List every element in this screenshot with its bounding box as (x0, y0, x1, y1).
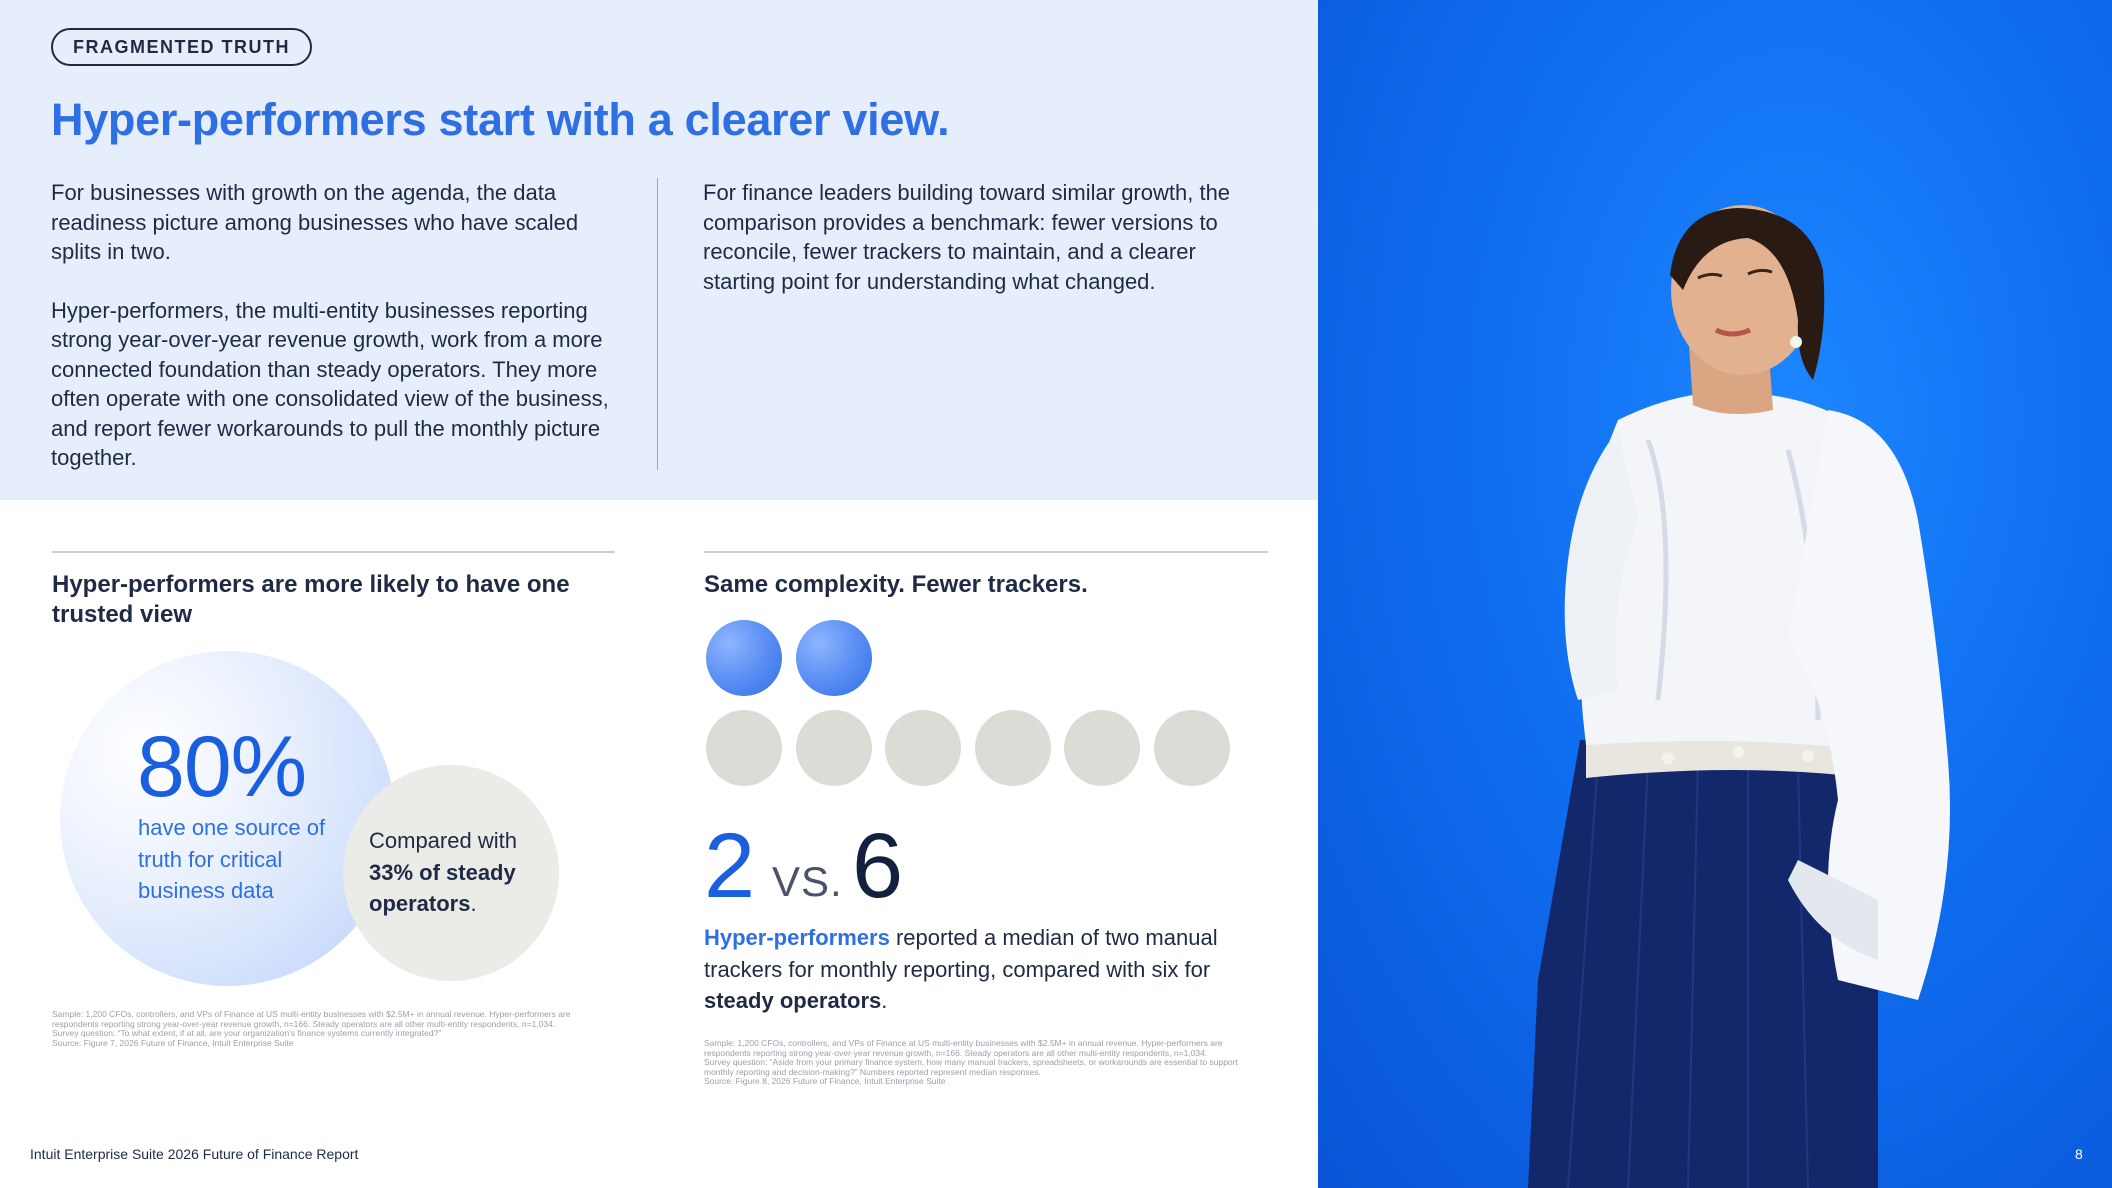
hero-photo (1318, 0, 2112, 1188)
percent-description: have one source of truth for critical business data (138, 815, 326, 903)
steady-tracker-dot (885, 710, 961, 786)
trackers-description (704, 922, 1264, 1017)
intro-paragraph: For finance leaders building toward similar growth, the comparison provides a benchmark: fewer versions to reconcile, fewer trackers to maintain, and a clearer starting point for understanding what changed. (703, 180, 1231, 294)
compare-prefix: Compared with (369, 828, 517, 853)
section-rule (52, 551, 615, 553)
hyper-tracker-dot (706, 620, 782, 696)
stat-right-title: Same complexity. Fewer trackers. (704, 571, 1088, 598)
compare-bold: 33% of steady operators (369, 859, 516, 916)
source-note-left (52, 1010, 612, 1048)
vs-label: VS. (772, 858, 843, 905)
steady-label: steady operators (704, 988, 882, 1013)
percent-value: 80% (137, 719, 307, 815)
steady-trackers-count: 6 (852, 815, 904, 917)
intro-paragraph: For businesses with growth on the agenda, the data readiness picture among businesses who have scaled splits in two. (51, 180, 579, 264)
compare-text (369, 825, 549, 920)
note-line: Source: Figure 7, 2026 Future of Finance, Intuit Enterprise Suite (52, 1037, 294, 1048)
compare-suffix: . (470, 891, 477, 916)
note-line: Source: Figure 8, 2026 Future of Finance, Intuit Enterprise Suite (704, 1076, 946, 1086)
section-badge: FRAGMENTED TRUTH (51, 28, 312, 66)
steady-tracker-dot (1064, 710, 1140, 786)
column-divider (657, 178, 658, 470)
note-line: Survey question: “Aside from your primary finance system, how many manual trackers, spreadsheets, or workarounds are essential to support monthly reporting and decision-making?” Numbers reported represent median responses. (704, 1057, 1238, 1077)
hyper-label: Hyper-performers (704, 925, 890, 950)
desc-end: . (881, 988, 888, 1013)
section-rule (704, 551, 1268, 553)
page-number: 8 (2075, 1146, 2083, 1162)
note-line: Sample: 1,200 CFOs, controllers, and VPs of Finance at US multi-entity businesses with $2.5M+ in annual revenue. Hyper-performers are respondents reporting strong year-over-year revenue growth, n=166. Steady operators are all other multi-entity respondents, n=1,034. (704, 1038, 1223, 1058)
stat-left-title: Hyper-performers are more likely to have one trusted view (52, 571, 570, 628)
footer-report-title: Intuit Enterprise Suite 2026 Future of Finance Report (30, 1146, 359, 1162)
intro-left-column (51, 178, 626, 473)
intro-paragraph: Hyper-performers, the multi-entity businesses reporting strong year-over-year revenue growth, work from a more connected foundation than steady operators. They more often operate with one consolidated view of the business, and report fewer workarounds to pull the monthly picture together. (51, 297, 609, 470)
intro-right-column (703, 178, 1263, 296)
steady-tracker-dot (706, 710, 782, 786)
woman-illustration (1318, 0, 2112, 1188)
note-line: Survey question: “To what extent, if at all, are your organization’s finance systems currently integrated?” (52, 1028, 442, 1038)
hyper-trackers-count: 2 (704, 815, 756, 917)
desc-middle: reported a median of two manual trackers for monthly reporting, compared with six for (704, 925, 1218, 982)
steady-tracker-dot (1154, 710, 1230, 786)
steady-tracker-dot (975, 710, 1051, 786)
source-note-right (704, 1039, 1264, 1087)
hyper-tracker-dot (796, 620, 872, 696)
note-line: Sample: 1,200 CFOs, controllers, and VPs of Finance at US multi-entity businesses with $2.5M+ in annual revenue. Hyper-performers are respondents reporting strong year-over-year revenue growth, n=166. Steady operators are all other multi-entity respondents, n=1,034. (52, 1009, 571, 1029)
steady-tracker-dot (796, 710, 872, 786)
page-title: Hyper-performers start with a clearer view. (51, 94, 950, 145)
